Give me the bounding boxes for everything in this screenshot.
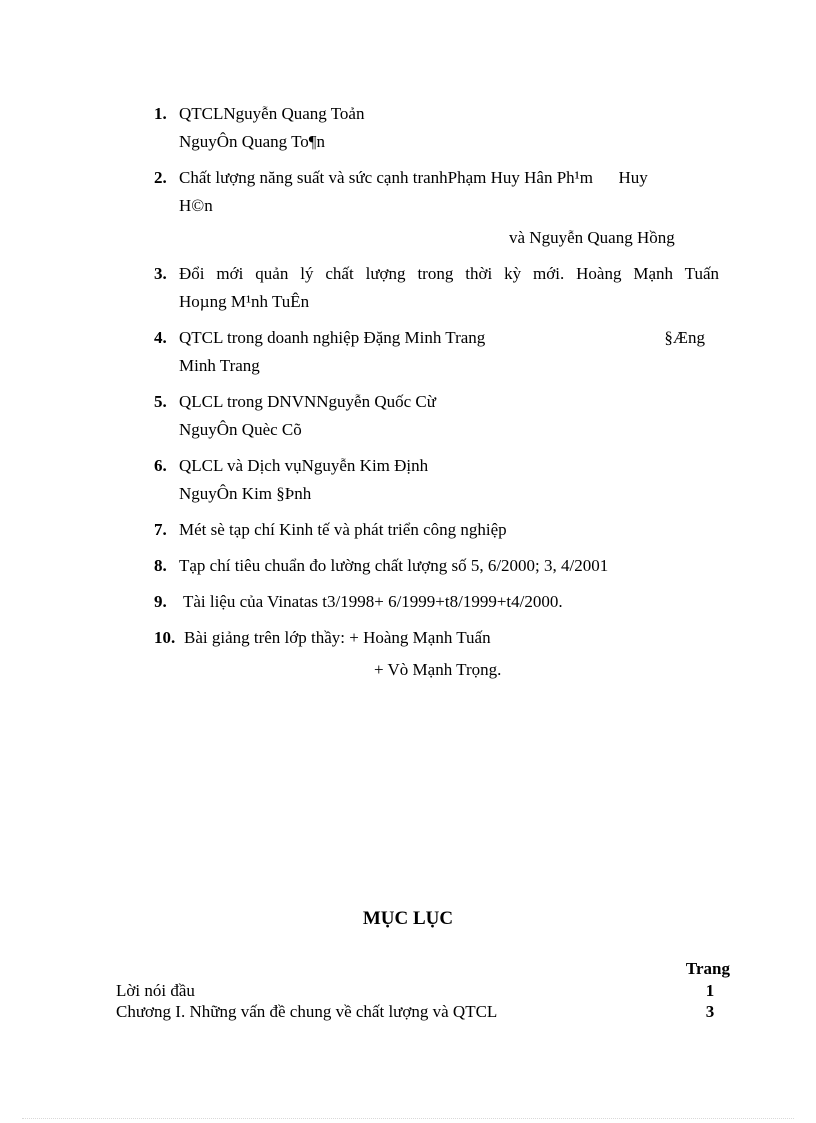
reference-text-garbled: §Æng xyxy=(664,328,705,347)
toc-row[interactable] xyxy=(116,1001,736,1022)
reference-text-garbled: Hoµng M¹nh TuÊn xyxy=(179,292,310,311)
reference-item xyxy=(154,516,719,544)
reference-text-garbled: NguyÔn Quèc Cõ xyxy=(179,420,302,439)
reference-text-garbled: NguyÔn Quang To¶n xyxy=(179,132,325,151)
reference-text: Mét sè tạp chí Kinh tế và phát triển công nghiệp xyxy=(179,520,507,539)
reference-coauthor: + Vò Mạnh Trọng. xyxy=(374,660,502,679)
toc-entry-label: Lời nói đầu xyxy=(116,981,195,1000)
reference-number: 1. xyxy=(154,104,167,123)
table-of-contents xyxy=(116,958,736,1022)
reference-text: QLCL trong DNVNNguyễn Quốc Cừ xyxy=(179,392,436,411)
reference-number: 7. xyxy=(154,520,167,539)
toc-entry-page: 3 xyxy=(705,1002,715,1021)
toc-entry-label: Chương I. Những vấn đề chung về chất lượng và QTCL xyxy=(116,1002,498,1021)
reference-number: 10. xyxy=(154,628,176,647)
reference-number: 3. xyxy=(154,264,167,283)
reference-item xyxy=(154,624,719,684)
reference-number: 8. xyxy=(154,556,167,575)
reference-text-garbled: H©n xyxy=(179,196,213,215)
reference-number: 5. xyxy=(154,392,167,411)
reference-list xyxy=(154,100,719,692)
reference-item xyxy=(154,324,719,380)
reference-text-garbled: NguyÔn Kim §Þnh xyxy=(179,484,312,503)
reference-text: Bài giảng trên lớp thầy: + Hoàng Mạnh Tuấn xyxy=(184,628,491,647)
reference-text: QLCL và Dịch vụNguyễn Kim Định xyxy=(179,456,429,475)
reference-item xyxy=(154,552,719,580)
reference-text: Đổi mới quản lý chất lượng trong thời kỳ mới. Hoàng Mạnh Tuấn xyxy=(179,264,719,283)
reference-text: QTCLNguyễn Quang Toản xyxy=(179,104,365,123)
reference-text: Chất lượng năng suất và sức cạnh tranhPhạm Huy Hân Ph¹m Huy xyxy=(179,168,648,187)
toc-row[interactable] xyxy=(116,980,736,1001)
reference-text: QTCL trong doanh nghiệp Đặng Minh Trang xyxy=(179,328,486,347)
reference-number: 6. xyxy=(154,456,167,475)
reference-item xyxy=(154,588,719,616)
reference-number: 9. xyxy=(154,592,167,611)
reference-text-row xyxy=(179,324,719,352)
reference-text-continued: Minh Trang xyxy=(179,356,260,375)
toc-title: MỤC LỤC xyxy=(362,908,454,929)
reference-item xyxy=(154,100,719,156)
reference-item xyxy=(154,388,719,444)
reference-number: 2. xyxy=(154,168,167,187)
toc-page-header: Trang xyxy=(685,959,730,978)
reference-item xyxy=(154,164,719,252)
reference-coauthor: và Nguyễn Quang Hồng xyxy=(509,228,675,247)
reference-text: Tạp chí tiêu chuẩn đo lường chất lượng số 5, 6/2000; 3, 4/2001 xyxy=(179,556,609,575)
reference-text: Tài liệu của Vinatas t3/1998+ 6/1999+t8/1999+t4/2000. xyxy=(179,592,563,611)
toc-entry-page: 1 xyxy=(705,981,715,1000)
reference-number: 4. xyxy=(154,328,167,347)
page-edge-divider xyxy=(22,1118,794,1119)
reference-item xyxy=(154,260,719,316)
reference-item xyxy=(154,452,719,508)
